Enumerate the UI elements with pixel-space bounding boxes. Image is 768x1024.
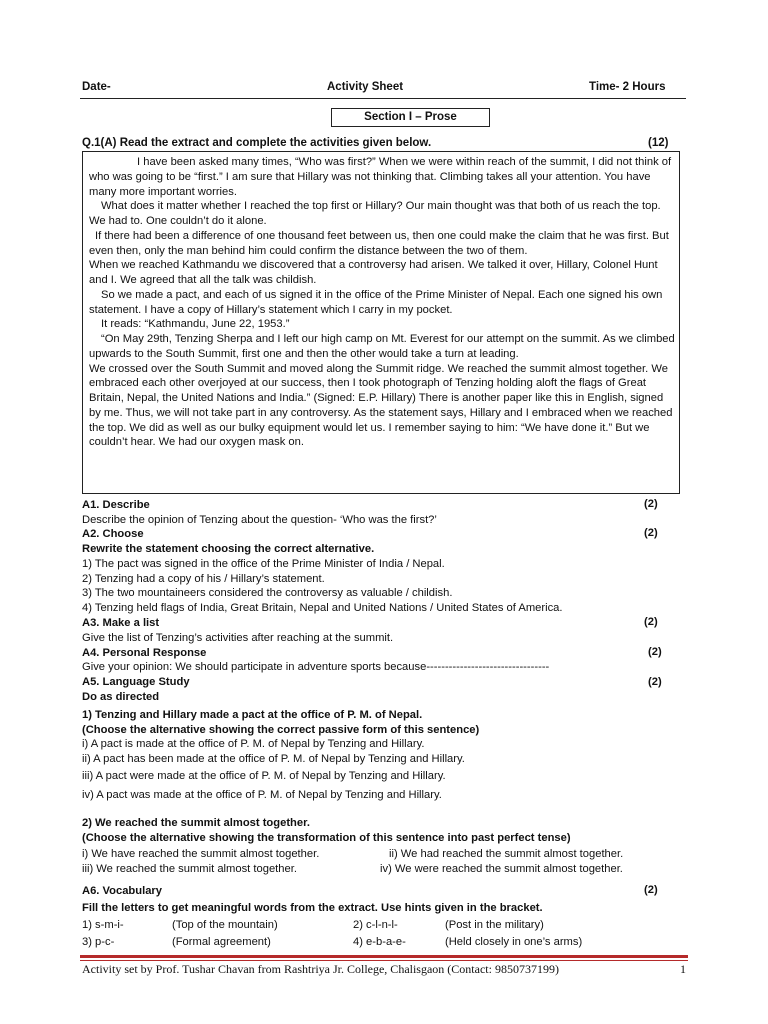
vocab-item: 3) p-c- [82, 936, 115, 948]
header-rule [80, 98, 686, 99]
time-label: Time- 2 Hours [589, 81, 666, 93]
a1-text: Describe the opinion of Tenzing about the question- ‘Who was the first?’ [82, 514, 437, 526]
date-label: Date- [82, 81, 111, 93]
a5-marks: (2) [648, 676, 662, 688]
section-title: Section I – Prose [331, 108, 490, 127]
a2-title: A2. Choose [82, 528, 144, 540]
a5-instruction: Do as directed [82, 691, 160, 703]
footer-credit: Activity set by Prof. Tushar Chavan from Rashtriya Jr. College, Chalisgaon (Contact: 9850737199) [82, 962, 559, 976]
a2-marks: (2) [644, 527, 658, 539]
vocab-item: 2) c-l-n-l- [353, 919, 398, 931]
a5-question-2: 2) We reached the summit almost together. [82, 817, 310, 829]
a5-note-2: (Choose the alternative showing the transformation of this sentence into past perfect tense) [82, 832, 571, 844]
extract-para: When we reached Kathmandu we discovered that a controversy had arisen. We talked it over, Hillary, Colonel Hunt and I. We agreed that all the talk was childish. [89, 259, 658, 286]
a5-option: i) A pact is made at the office of P. M. of Nepal by Tenzing and Hillary. [82, 738, 425, 750]
footer-rule [80, 960, 688, 961]
a5-note-1: (Choose the alternative showing the correct passive form of this sentence) [82, 724, 480, 736]
a3-marks: (2) [644, 616, 658, 628]
a1-marks: (2) [644, 498, 658, 510]
extract-para: I have been asked many times, “Who was first?” When we were within reach of the summit, I did not think of who was going to be “first.” I am sure that Hillary was not thinking that. Climbing takes all your attention. You have many more important worries. [89, 156, 672, 198]
extract-para: It reads: “Kathmandu, June 22, 1953.” [101, 318, 290, 331]
a1-title: A1. Describe [82, 499, 150, 511]
a6-marks: (2) [644, 884, 658, 896]
vocab-hint: (Top of the mountain) [172, 919, 278, 931]
a5-option: iv) We were reached the summit almost together. [380, 863, 623, 875]
vocab-hint: (Held closely in one’s arms) [445, 936, 583, 948]
footer [82, 962, 688, 977]
a4-title: A4. Personal Response [82, 647, 207, 659]
a2-instruction: Rewrite the statement choosing the correct alternative. [82, 543, 375, 555]
a5-option: iii) A pact were made at the office of P. M. of Nepal by Tenzing and Hillary. [82, 770, 446, 782]
a3-title: A3. Make a list [82, 617, 160, 629]
a6-title: A6. Vocabulary [82, 885, 162, 897]
extract-box [82, 151, 680, 494]
a6-instruction: Fill the letters to get meaningful words from the extract. Use hints given in the bracket. [82, 902, 543, 914]
a5-option: iv) A pact was made at the office of P. M. of Nepal by Tenzing and Hillary. [82, 789, 442, 801]
a5-question-1: 1) Tenzing and Hillary made a pact at the office of P. M. of Nepal. [82, 709, 423, 721]
a5-option: iii) We reached the summit almost together. [82, 863, 297, 875]
footer-rule [80, 955, 688, 958]
a4-text: Give your opinion: We should participate in adventure sports because--------------------------------- [82, 661, 550, 673]
a5-title: A5. Language Study [82, 676, 190, 688]
extract-para: What does it matter whether I reached the top first or Hillary? Our main thought was that both of us reach the top. We had to. One couldn’t do it alone. [89, 200, 661, 227]
q1-heading: Q.1(A) Read the extract and complete the activities given below. [82, 137, 432, 149]
a5-option: ii) A pact has been made at the office of P. M. of Nepal by Tenzing and Hillary. [82, 753, 465, 765]
extract-para: We crossed over the South Summit and moved along the Summit ridge. We reached the summit almost together. We embraced each other overjoyed at our success, then I took photograph of Tenzing holding aloft the flags of Great Britain, Nepal, the United Nations and India.” (Signed: E.P. Hillary) There is another paper like this in English, signed by me. Thus, we will not take part in any controversy. As the statement says, Hillary and I embraced when we reached the top. We did as well as our bulky equipment would let us. I remember saying to him: “We have done it.” But we couldn’t hear. We had our oxygen mask on. [89, 362, 673, 449]
extract-para: If there had been a difference of one thousand feet between us, then one could make the claim that he was first. But even then, only the man behind him could confirm the distance between the two of them. [89, 229, 669, 257]
a2-item: 2) Tenzing had a copy of his / Hillary’s statement. [82, 573, 325, 585]
vocab-hint: (Formal agreement) [172, 936, 271, 948]
extract-para: So we made a pact, and each of us signed it in the office of the Prime Minister of Nepal. Each one signed his own statement. I have a copy of Hillary’s statement which I carry in my pocket. [89, 288, 663, 316]
page-number: 1 [680, 962, 686, 976]
a3-text: Give the list of Tenzing’s activities after reaching at the summit. [82, 632, 394, 644]
a4-marks: (2) [648, 646, 662, 658]
a2-item: 3) The two mountaineers considered the controversy as valuable / childish. [82, 587, 453, 599]
vocab-item: 4) e-b-a-e- [353, 936, 406, 948]
a2-item: 4) Tenzing held flags of India, Great Britain, Nepal and United Nations / United States of America. [82, 602, 563, 614]
vocab-hint: (Post in the military) [445, 919, 544, 931]
sheet-title: Activity Sheet [327, 81, 404, 93]
extract-para: “On May 29th, Tenzing Sherpa and I left our high camp on Mt. Everest for our attempt on the summit. As we climbed upwards to the South Summit, first one and then the other would take a turn at leading. [89, 333, 675, 360]
q1-marks: (12) [648, 137, 669, 149]
a5-option: i) We have reached the summit almost together. [82, 848, 320, 860]
a2-item: 1) The pact was signed in the office of the Prime Minister of India / Nepal. [82, 558, 445, 570]
a5-option: ii) We had reached the summit almost together. [389, 848, 624, 860]
vocab-item: 1) s-m-i- [82, 919, 124, 931]
